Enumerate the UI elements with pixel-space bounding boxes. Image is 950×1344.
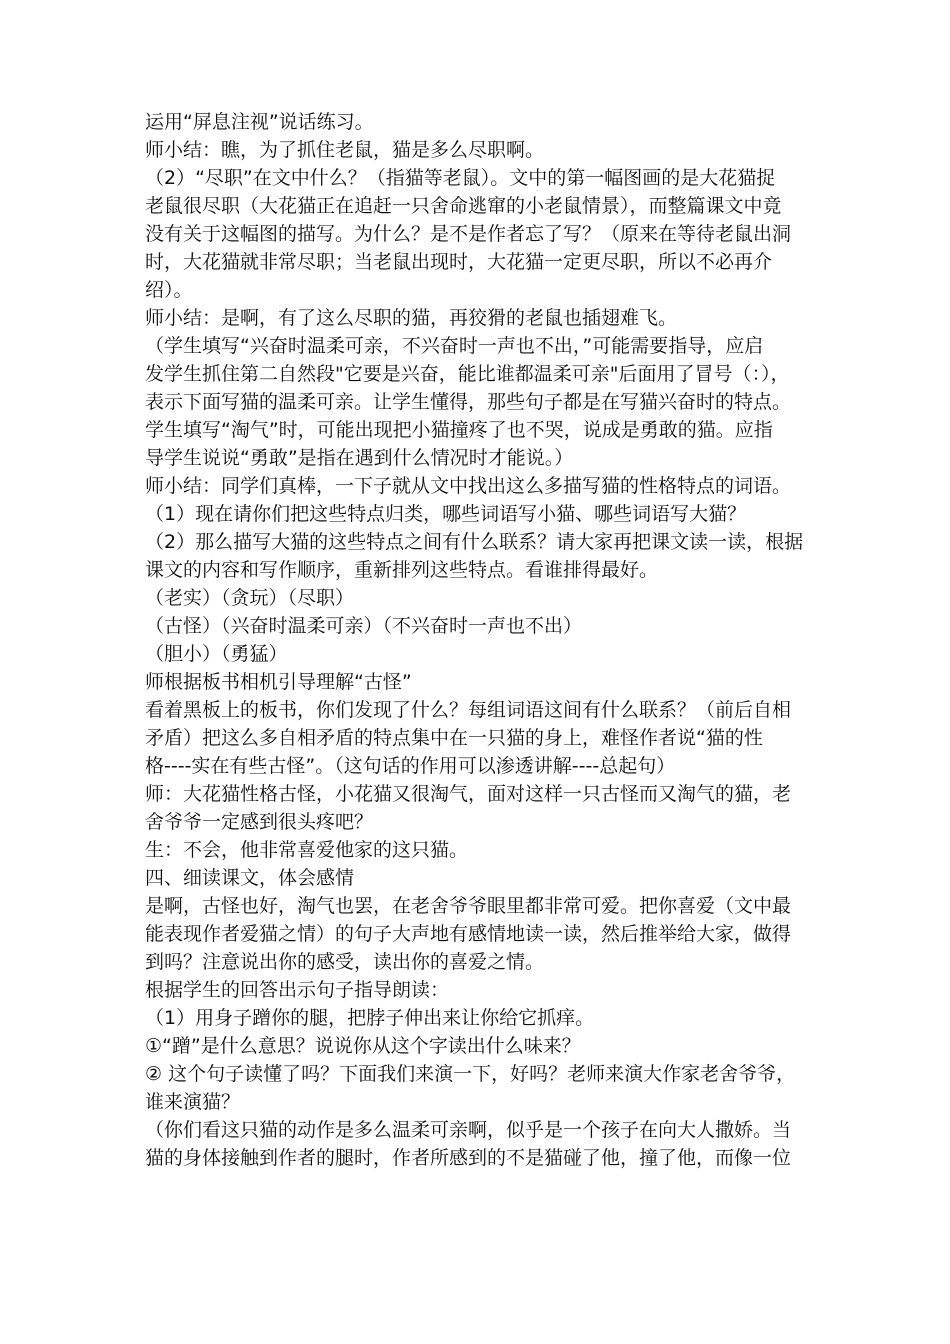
text-line: 根据学生的回答出示句子指导朗读： [145, 979, 450, 1001]
text-line: 是啊，古怪也好，淘气也罢，在老舍爷爷眼里都非常可爱。把你喜爱（文中最 [145, 895, 792, 917]
text-line: 看着黑板上的板书，你们发现了什么？每组词语这间有什么联系？（前后自相 [145, 699, 792, 721]
section-heading: 四、细读课文，体会感情 [145, 867, 355, 889]
text-line: 师小结：瞧，为了抓住老鼠，猫是多么尽职啊。 [145, 139, 545, 161]
text-line: 老鼠很尽职（大花猫正在追赶一只舍命逃窜的小老鼠情景），而整篇课文中竟 [145, 195, 782, 217]
text-line: （2）那么描写大猫的这些特点之间有什么联系？请大家再把课文读一读，根据 [145, 531, 804, 553]
text-line: （古怪）（兴奋时温柔可亲）（不兴奋时一声也不出） [145, 615, 583, 637]
text-line: 发学生抓住第二自然段"它要是兴奋，能比谁都温柔可亲"后面用了冒号（：）， [145, 363, 790, 385]
document-page [145, 108, 815, 1172]
text-line: 学生填写“淘气”时，可能出现把小猫撞疼了也不哭，说成是勇敢的猫。应指 [145, 419, 773, 441]
text-line: （你们看这只猫的动作是多么温柔可亲啊，似乎是一个孩子在向大人撒娇。当 [145, 1119, 792, 1141]
text-line: 猫的身体接触到作者的腿时，作者所感到的不是猫碰了他，撞了他，而像一位 [145, 1147, 792, 1169]
text-line: 舍爷爷一定感到很头疼吧？ [145, 811, 374, 833]
text-line: 表示下面写猫的温柔可亲。让学生懂得，那些句子都是在写猫兴奋时的特点。 [145, 391, 792, 413]
text-line: 运用“屏息注视”说话练习。 [145, 111, 374, 133]
text-line: 到吗？注意说出你的感受，读出你的喜爱之情。 [145, 951, 545, 973]
text-line: 导学生说说“勇敢”是指在遇到什么情况时才能说。） [145, 447, 574, 469]
text-line: 矛盾）把这么多自相矛盾的特点集中在一只猫的身上，难怪作者说“猫的性 [145, 727, 763, 749]
text-line: 谁来演猫？ [145, 1091, 241, 1113]
text-line: 绍）。 [145, 279, 193, 301]
text-line: 师小结：是啊，有了这么尽职的猫，再狡猾的老鼠也插翅难飞。 [145, 307, 678, 329]
text-line: ①“蹭”是什么意思？说说你从这个字读出什么味来？ [145, 1035, 581, 1057]
text-line: （老实）（贪玩）（尽职） [145, 587, 355, 609]
text-line: （2）“尽职”在文中什么？（指猫等老鼠）。文中的第一幅图画的是大花猫捉 [145, 167, 776, 189]
text-line: 能表现作者爱猫之情）的句子大声地有感情地读一读，然后推举给大家，做得 [145, 923, 792, 945]
text-line: 时，大花猫就非常尽职；当老鼠出现时，大花猫一定更尽职，所以不必再介 [145, 251, 773, 273]
text-line: （学生填写“兴奋时温柔可亲，不兴奋时一声也不出，”可能需要指导，应启 [145, 335, 764, 357]
text-line: 没有关于这幅图的描写。为什么？是不是作者忘了写？（原来在等待老鼠出洞 [145, 223, 792, 245]
text-line: 师根据板书相机引导理解“古怪” [145, 671, 412, 693]
text-line: 师：大花猫性格古怪，小花猫又很淘气，面对这样一只古怪而又淘气的猫，老 [145, 783, 792, 805]
text-line: （1）用身子蹭你的腿，把脖子伸出来让你给它抓痒。 [145, 1007, 595, 1029]
text-line: ② 这个句子读懂了吗？下面我们来演一下，好吗？老师来演大作家老舍爷爷， [145, 1063, 796, 1085]
text-line: 生：不会，他非常喜爱他家的这只猫。 [145, 839, 469, 861]
text-line: （胆小）（勇猛） [145, 643, 288, 665]
text-line: （1）现在请你们把这些特点归类，哪些词语写小猫、哪些词语写大猫？ [145, 503, 747, 525]
text-line: 课文的内容和写作顺序，重新排列这些特点。看谁排得最好。 [145, 559, 659, 581]
text-line: 师小结：同学们真棒，一下子就从文中找出这么多描写猫的性格特点的词语。 [145, 475, 792, 497]
text-line: 格----实在有些古怪”。（这句话的作用可以渗透讲解----总起句） [145, 755, 676, 777]
